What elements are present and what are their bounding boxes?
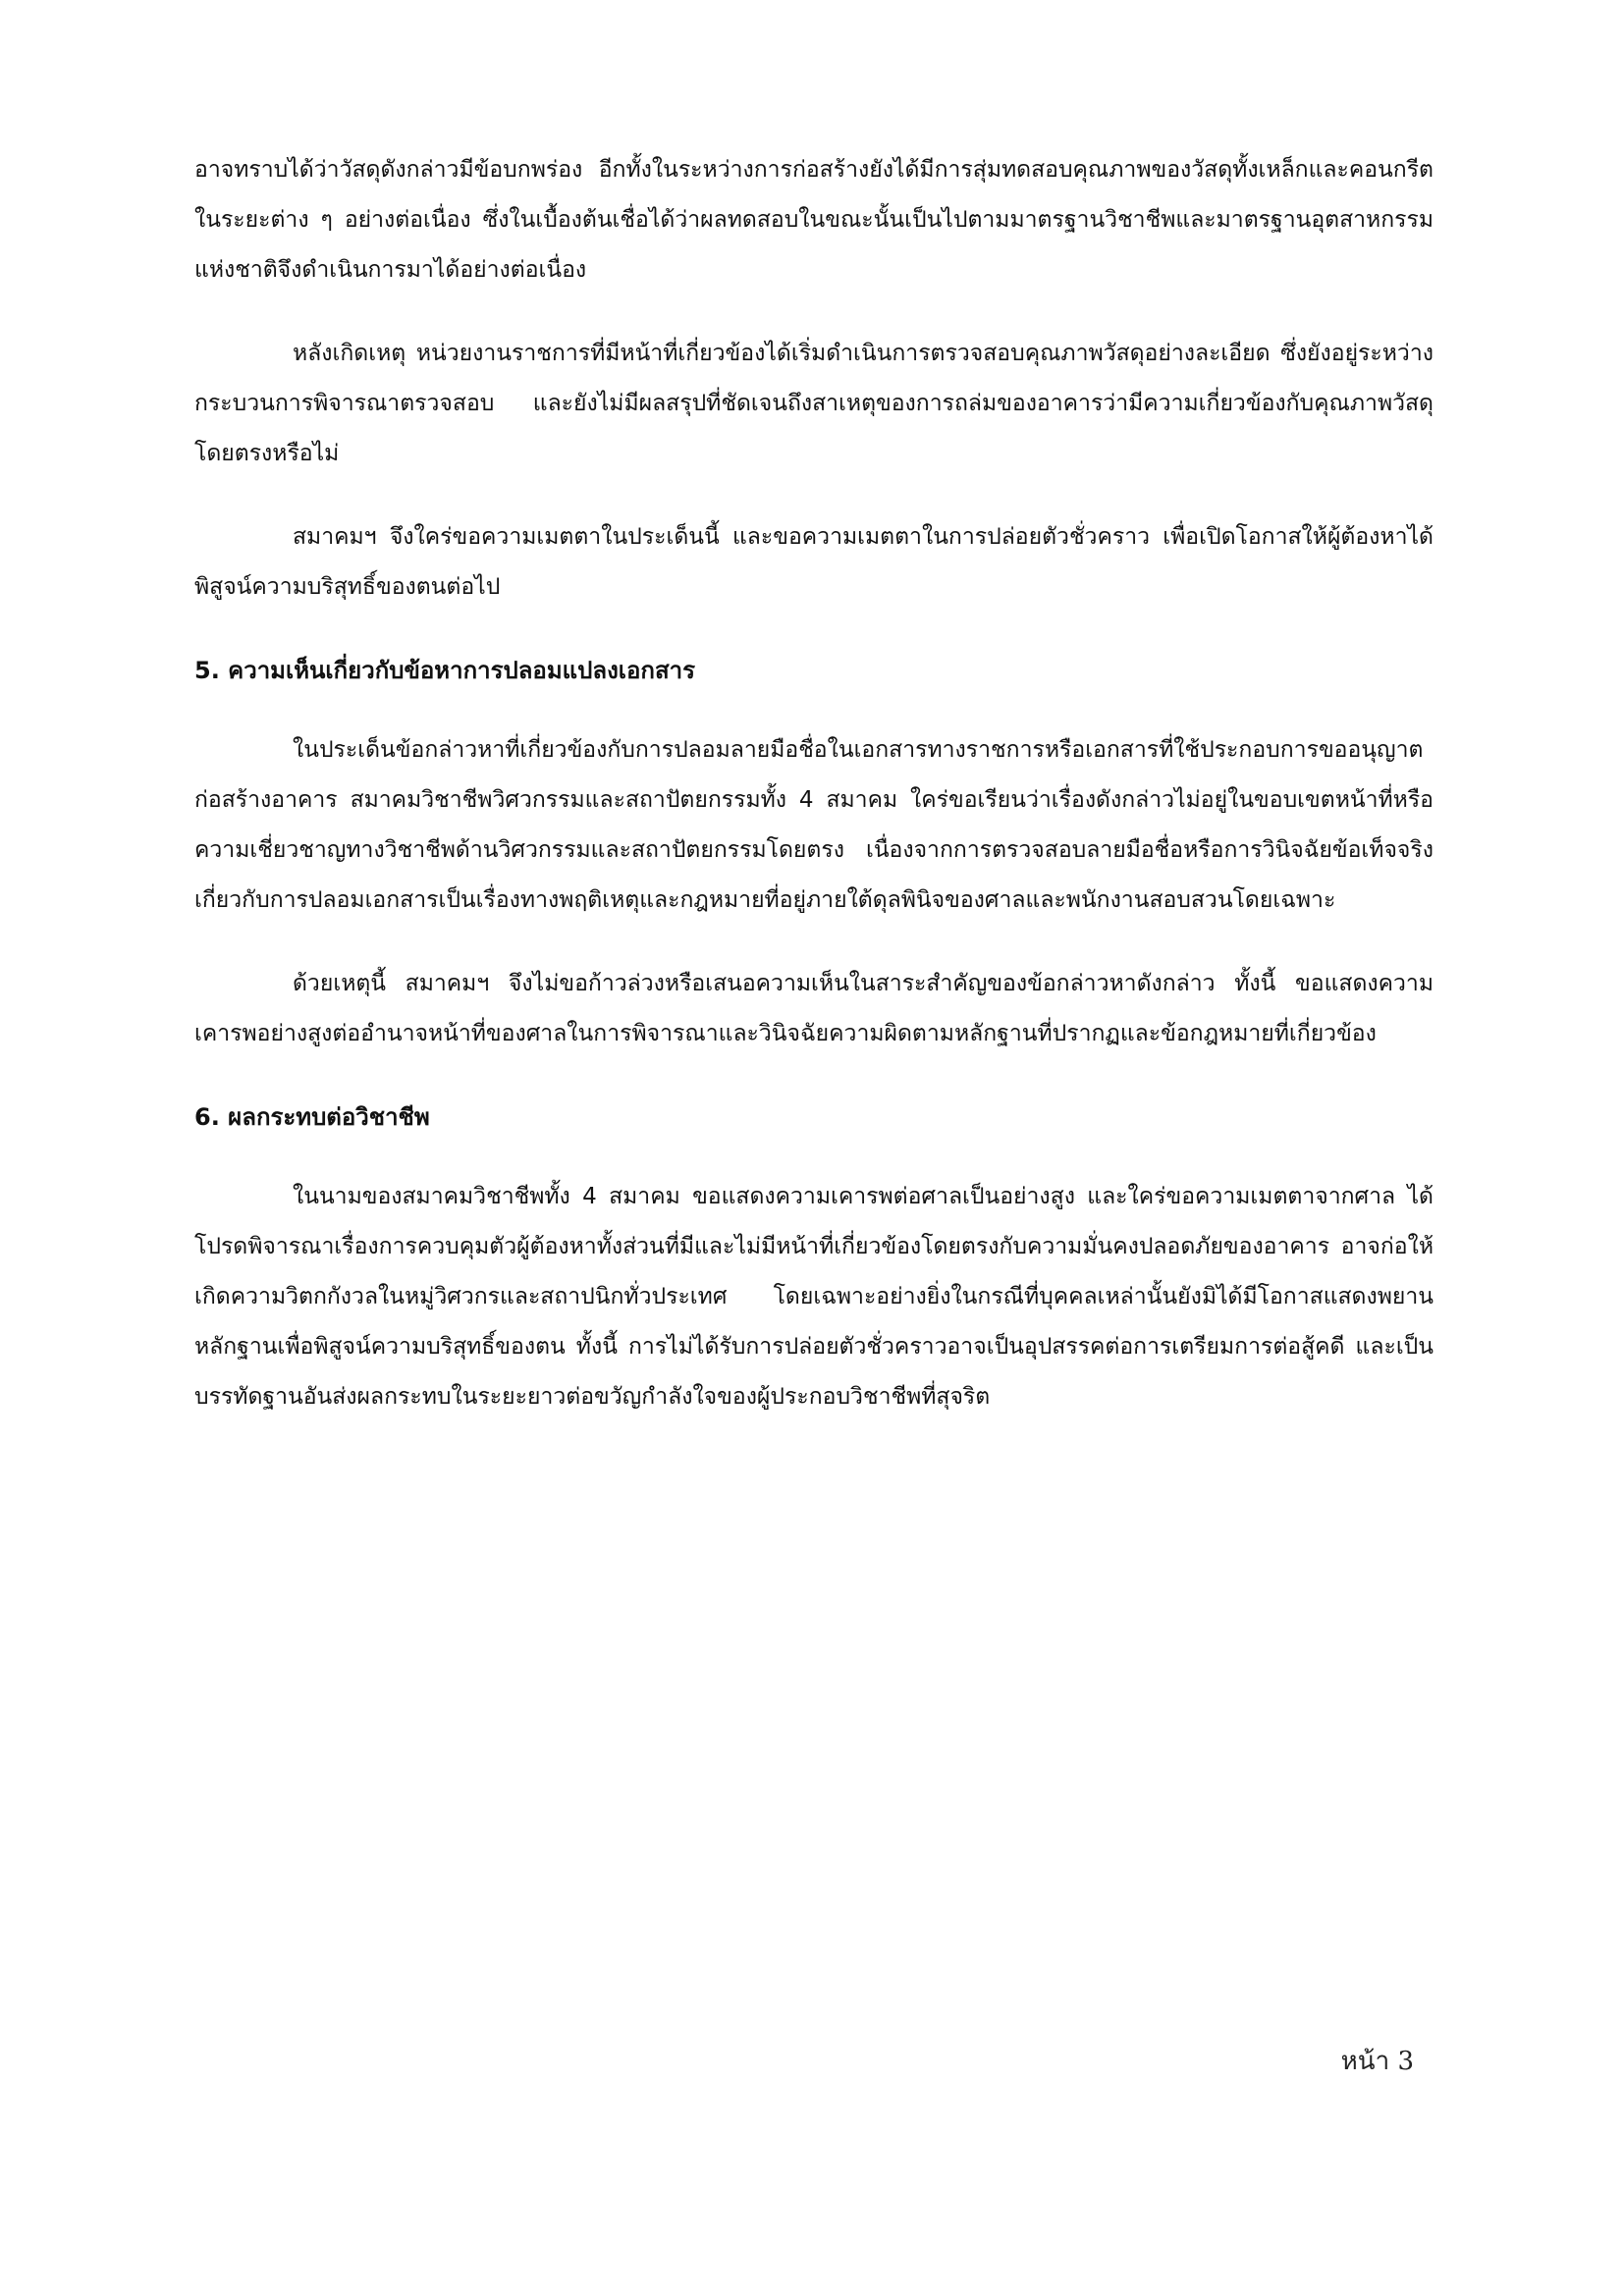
document-body xyxy=(194,145,1434,1456)
page-number: หน้า 3 xyxy=(1340,2047,1414,2076)
section-6-paragraph-1: ในนามของสมาคมวิชาชีพทั้ง 4 สมาคม ขอแสดงความเคารพต่อศาลเป็นอย่างสูง และใคร่ขอความเมตตาจากศาล ได้โปรดพิจารณาเรื่องการควบคุมตัวผู้ต้องหาทั้งส่วนที่มีและไม่มีหน้าที่เกี่ยวข้องโดยตรงกับความมั่นคงปลอดภัยของอาคาร อาจก่อให้เกิดความวิตกกังวลในหมู่วิศวกรและสถาปนิกทั่วประเทศ โดยเฉพาะอย่างยิ่งในกรณีที่บุคคลเหล่านั้นยังมิได้มีโอกาสแสดงพยานหลักฐานเพื่อพิสูจน์ความบริสุทธิ์ของตน ทั้งนี้ การไม่ได้รับการปล่อยตัวชั่วคราวอาจเป็นอุปสรรคต่อการเตรียมการต่อสู้คดี และเป็นบรรทัดฐานอันส่งผลกระทบในระยะยาวต่อขวัญกำลังใจของผู้ประกอบวิชาชีพที่สุจริต xyxy=(194,1184,1434,1410)
paragraph-investigation: หลังเกิดเหตุ หน่วยงานราชการที่มีหน้าที่เกี่ยวข้องได้เริ่มดำเนินการตรวจสอบคุณภาพวัสดุอย่างละเอียด ซึ่งยังอยู่ระหว่างกระบวนการพิจารณาตรวจสอบ และยังไม่มีผลสรุปที่ชัดเจนถึงสาเหตุของการถล่มของอาคารว่ามีความเกี่ยวข้องกับคุณภาพวัสดุโดยตรงหรือไม่ xyxy=(194,341,1434,466)
section-5-paragraph-1: ในประเด็นข้อกล่าวหาที่เกี่ยวข้องกับการปลอมลายมือชื่อในเอกสารทางราชการหรือเอกสารที่ใช้ประกอบการขออนุญาตก่อสร้างอาคาร สมาคมวิชาชีพวิศวกรรมและสถาปัตยกรรมทั้ง 4 สมาคม ใคร่ขอเรียนว่าเรื่องดังกล่าวไม่อยู่ในขอบเขตหน้าที่หรือความเชี่ยวชาญทางวิชาชีพด้านวิศวกรรมและสถาปัตยกรรมโดยตรง เนื่องจากการตรวจสอบลายมือชื่อหรือการวินิจฉัยข้อเท็จจริงเกี่ยวกับการปลอมเอกสารเป็นเรื่องทางพฤติเหตุและกฎหมายที่อยู่ภายใต้ดุลพินิจของศาลและพนักงานสอบสวนโดยเฉพาะ xyxy=(194,737,1434,913)
section-5-heading: 5. ความเห็นเกี่ยวกับข้อหาการปลอมแปลงเอกสาร xyxy=(194,657,695,684)
paragraph-continued: อาจทราบได้ว่าวัสดุดังกล่าวมีข้อบกพร่อง อีกทั้งในระหว่างการก่อสร้างยังได้มีการสุ่มทดสอบคุณภาพของวัสดุทั้งเหล็กและคอนกรีตในระยะต่าง ๆ อย่างต่อเนื่อง ซึ่งในเบื้องต้นเชื่อได้ว่าผลทดสอบในขณะนั้นเป็นไปตามมาตรฐานวิชาชีพและมาตรฐานอุตสาหกรรมแห่งชาติจึงดำเนินการมาได้อย่างต่อเนื่อง xyxy=(194,157,1434,283)
section-5-paragraph-2: ด้วยเหตุนี้ สมาคมฯ จึงไม่ขอก้าวล่วงหรือเสนอความเห็นในสาระสำคัญของข้อกล่าวหาดังกล่าว ทั้งนี้ ขอแสดงความเคารพอย่างสูงต่ออำนาจหน้าที่ของศาลในการพิจารณาและวินิจฉัยความผิดตามหลักฐานที่ปรากฏและข้อกฎหมายที่เกี่ยวข้อง xyxy=(194,971,1434,1046)
section-6-heading: 6. ผลกระทบต่อวิชาชีพ xyxy=(194,1103,430,1131)
paragraph-request-bail: สมาคมฯ จึงใคร่ขอความเมตตาในประเด็นนี้ และขอความเมตตาในการปล่อยตัวชั่วคราว เพื่อเปิดโอกาสให้ผู้ต้องหาได้พิสูจน์ความบริสุทธิ์ของตนต่อไป xyxy=(194,524,1434,600)
